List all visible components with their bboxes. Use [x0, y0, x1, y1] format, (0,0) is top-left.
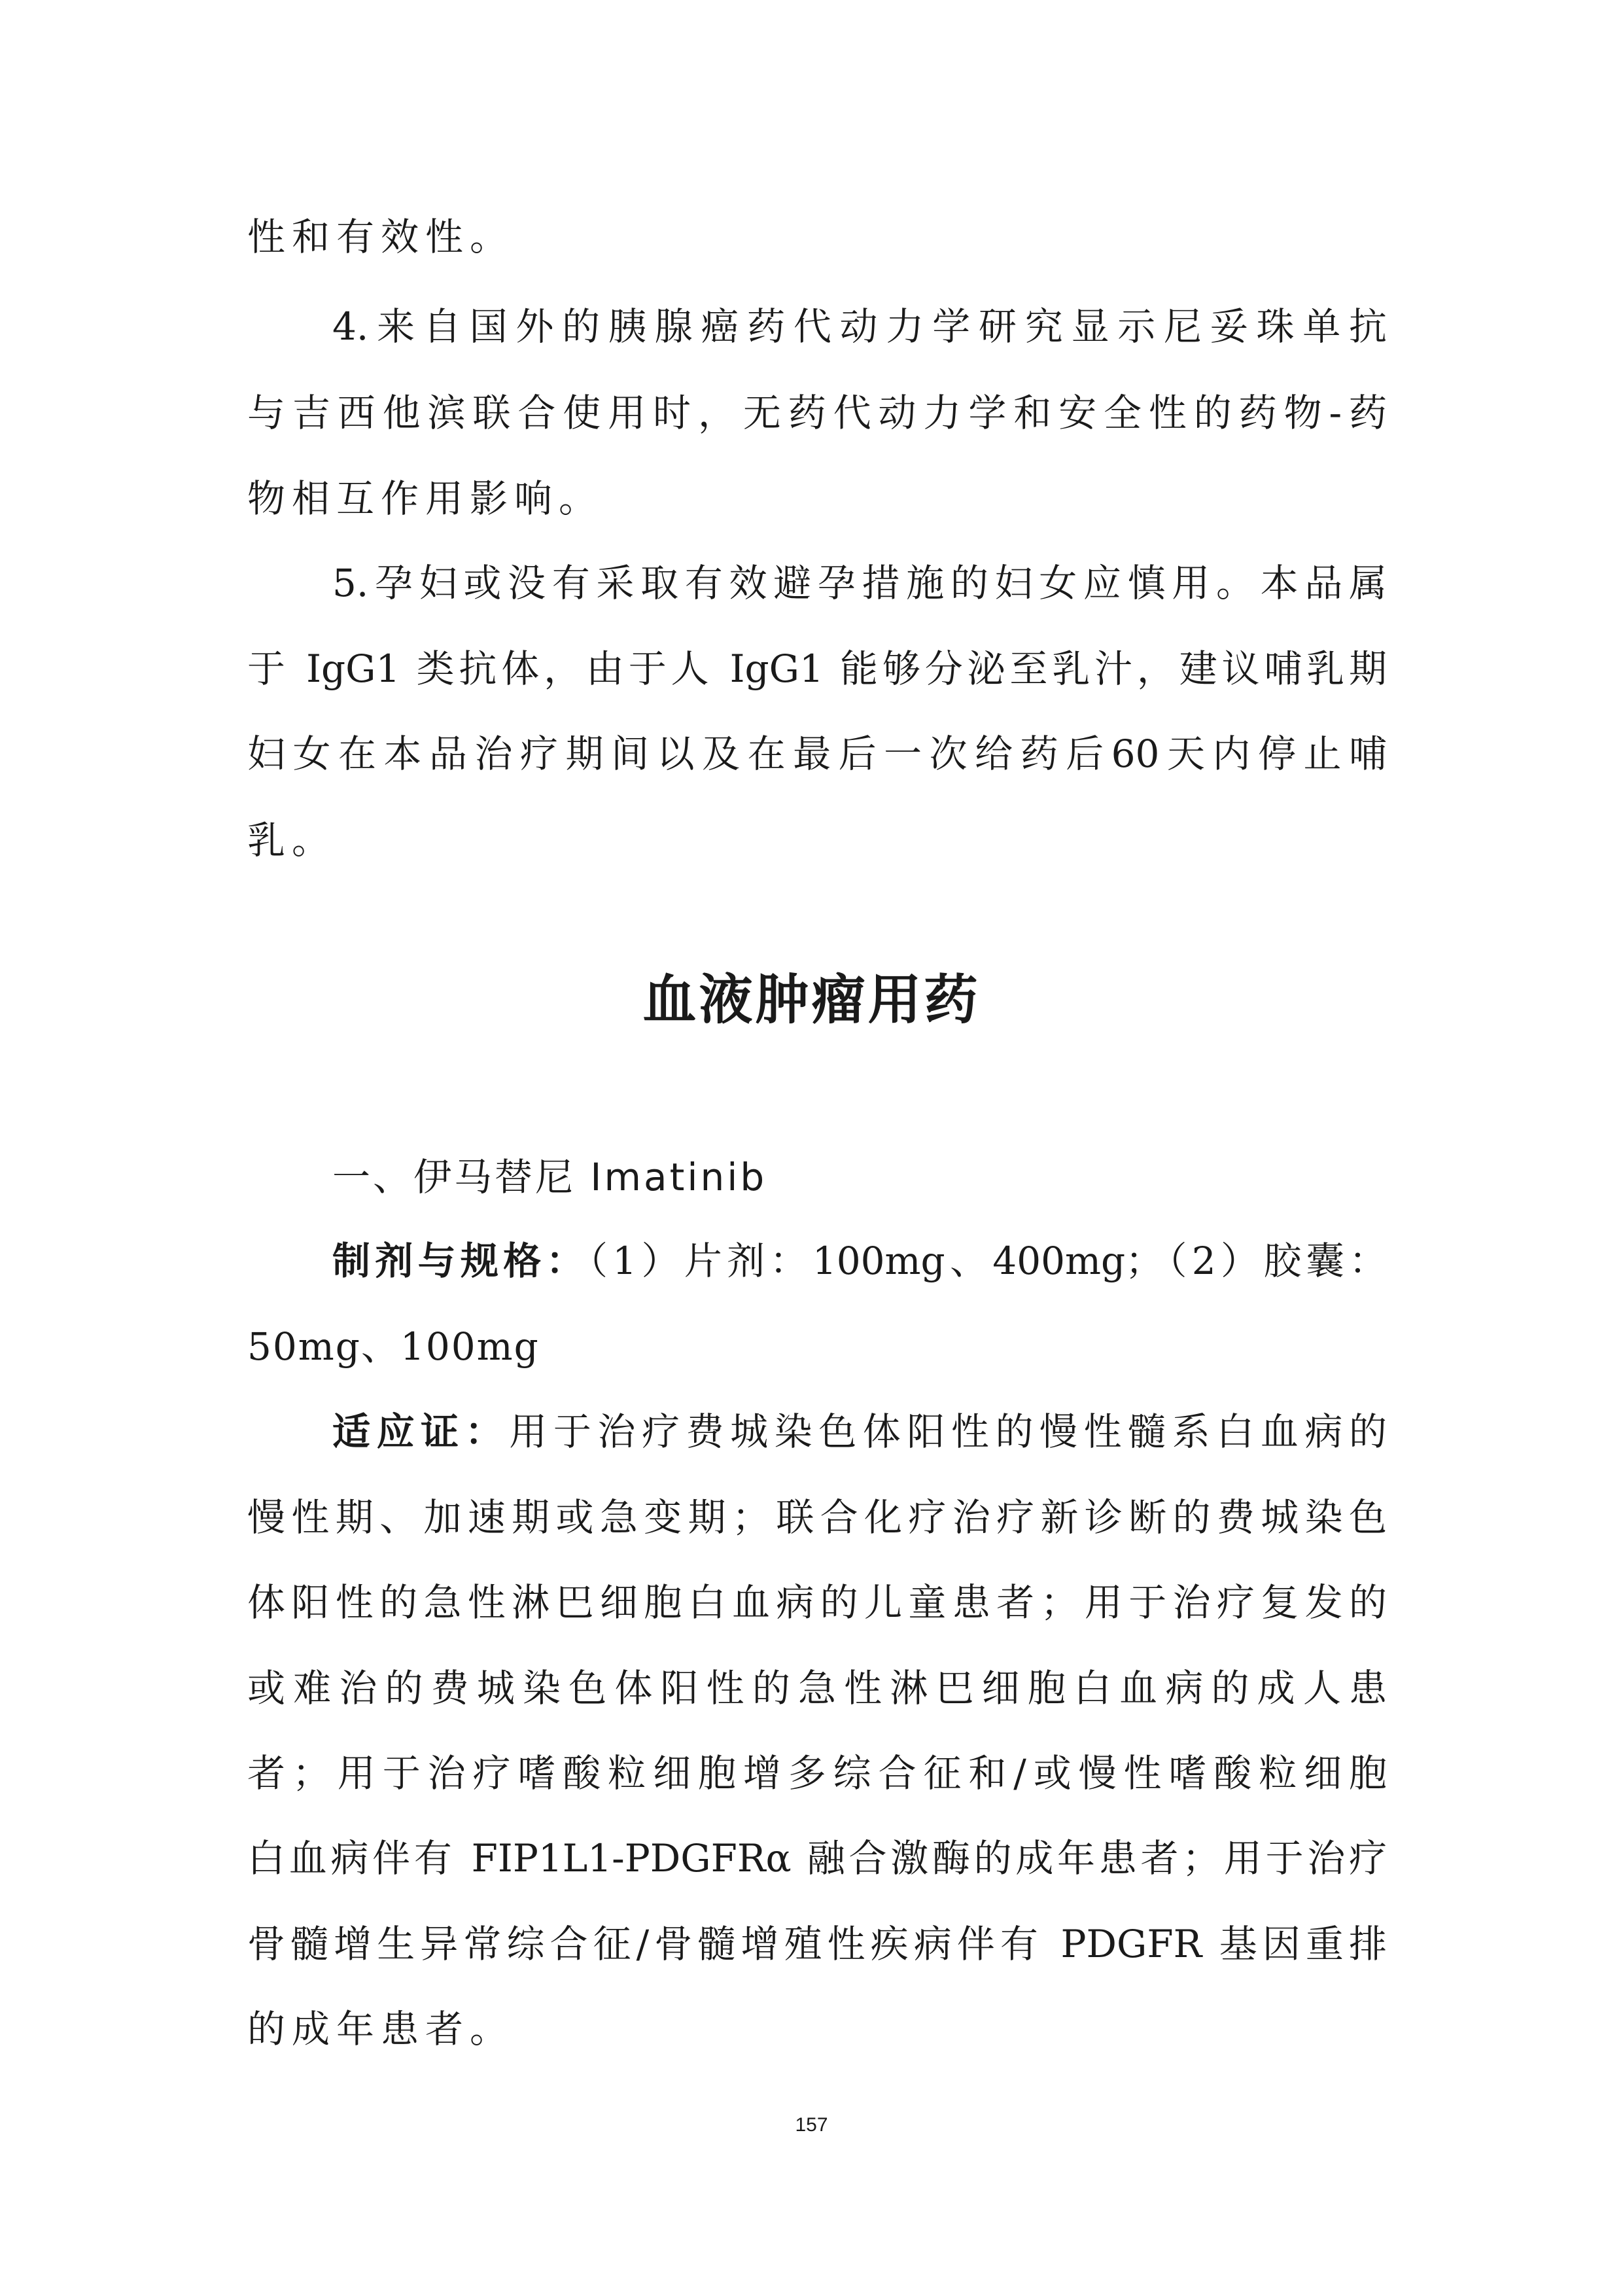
paragraph-line: 与吉西他滨联合使用时，无药代动力学和安全性的药物-药: [247, 391, 1387, 435]
indication-line: 或难治的费城染色体阳性的急性淋巴细胞白血病的成人患: [247, 1666, 1387, 1710]
indication-line: 者；用于治疗嗜酸粒细胞增多综合征和/或慢性嗜酸粒细胞: [247, 1751, 1387, 1795]
formulation-label: 制剂与规格：: [332, 1239, 589, 1283]
formulation-text: （1）片剂：100mg、400mg；（2）胶囊：: [588, 1239, 1387, 1283]
indication-line: [332, 1409, 1387, 1454]
paragraph-line: 乳。: [247, 818, 337, 862]
paragraph-line: 性和有效性。: [247, 215, 515, 259]
paragraph-line: 妇女在本品治疗期间以及在最后一次给药后60天内停止哺: [247, 732, 1387, 776]
formulation-line: 50mg、100mg: [247, 1324, 540, 1369]
indication-line: 体阳性的急性淋巴细胞白血病的儿童患者；用于治疗复发的: [247, 1580, 1387, 1625]
indication-line: 骨髓增生异常综合征/骨髓增殖性疾病伴有 PDGFR 基因重排: [247, 1922, 1387, 1966]
chapter-heading: 血液肿瘤用药: [642, 969, 981, 1031]
indication-label: 适应证：: [332, 1409, 510, 1454]
indication-line: 白血病伴有 FIP1L1-PDGFRα 融合激酶的成年患者；用于治疗: [247, 1836, 1387, 1881]
indication-line: 慢性期、加速期或急变期；联合化疗治疗新诊断的费城染色: [247, 1495, 1387, 1540]
indication-line: 的成年患者。: [247, 2007, 515, 2051]
paragraph-line: 4.来自国外的胰腺癌药代动力学研究显示尼妥珠单抗: [332, 304, 1387, 349]
paragraph-line: 5.孕妇或没有采取有效避孕措施的妇女应慎用。本品属: [332, 561, 1387, 605]
paragraph-line: 于 IgG1 类抗体，由于人 IgG1 能够分泌至乳汁，建议哺乳期: [247, 646, 1387, 691]
indication-text: 用于治疗费城染色体阳性的慢性髓系白血病的: [509, 1409, 1387, 1454]
drug-section-title: 一、伊马替尼 Imatinib: [332, 1155, 767, 1199]
formulation-line: [332, 1239, 1387, 1283]
paragraph-line: 物相互作用影响。: [247, 476, 604, 521]
page-number: 157: [795, 2114, 828, 2136]
